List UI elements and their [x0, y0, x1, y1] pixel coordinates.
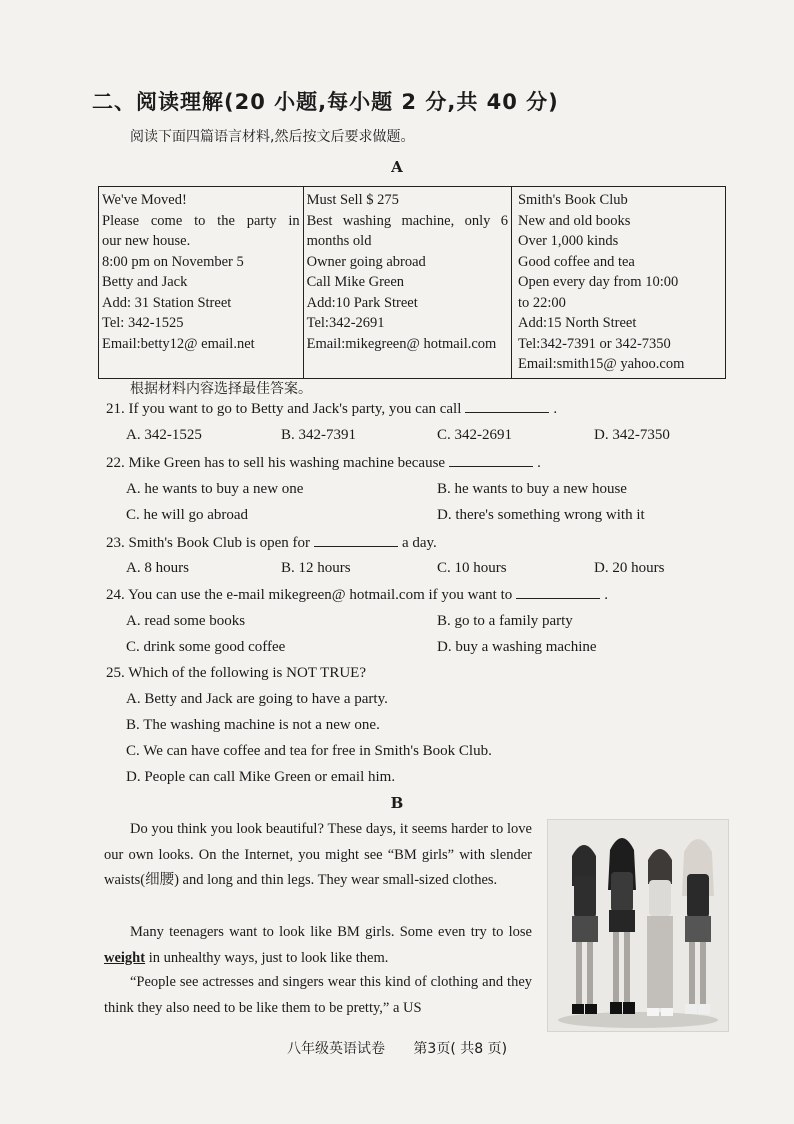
- option-21-c: C. 342-2691: [437, 427, 512, 443]
- ad-party-line: 8:00 pm on November 5: [102, 253, 244, 270]
- ad-club-line: Good coffee and tea: [517, 253, 635, 270]
- ad-club-line: Open every day from 10:00: [517, 274, 679, 290]
- ad-party-line: Betty and Jack: [102, 274, 188, 290]
- option-22-a: A. he wants to buy a new one: [126, 481, 304, 497]
- ad-club-line: Over 1,000 kinds: [517, 233, 619, 249]
- question-number: 25.: [106, 665, 125, 681]
- ad-machine-line: Add:10 Park Street: [306, 294, 418, 311]
- option-24-d: D. buy a washing machine: [437, 639, 597, 655]
- option-25-a: A. Betty and Jack are going to have a party.: [126, 691, 388, 707]
- ad-machine-line: Best washing machine, only 6: [306, 212, 508, 229]
- passage-b-paragraph-1: [104, 817, 532, 894]
- ad-machine-line: Email:mikegreen@ hotmail.com: [306, 335, 497, 352]
- question-text-end: .: [537, 455, 541, 471]
- question-number: 21.: [106, 401, 125, 417]
- question-number: 24.: [106, 587, 125, 603]
- paragraph-text: “People see actresses and singers wear this kind of clothing and they think they also need to be like them to be pretty,” a US: [104, 974, 532, 1016]
- passage-a-letter: A: [391, 158, 403, 176]
- passage-b-letter: B: [390, 794, 404, 812]
- question-number: 22.: [106, 455, 125, 471]
- ad-machine-line: Tel:342-2691: [306, 315, 385, 331]
- option-24-b: B. go to a family party: [437, 613, 573, 629]
- option-21-a: A. 342-1525: [126, 427, 202, 443]
- question-text: If you want to go to Betty and Jack's party, you can call: [128, 401, 462, 417]
- ad-machine-line: months old: [306, 233, 372, 249]
- ad-party-line: We've Moved!: [102, 192, 187, 208]
- ad-machine-line: Call Mike Green: [306, 274, 405, 290]
- question-text-end: .: [604, 587, 608, 603]
- question-text: You can use the e-mail mikegreen@ hotmail.com if you want to: [127, 587, 513, 603]
- underlined-word: weight: [104, 949, 146, 966]
- question-24: [106, 586, 608, 604]
- ad-party-line: our new house.: [102, 233, 191, 249]
- answer-blank: [314, 534, 398, 547]
- section-instruction: 阅读下面四篇语言材料,然后按文后要求做题。: [130, 129, 415, 145]
- ad-club-line: New and old books: [517, 212, 631, 229]
- option-22-d: D. there's something wrong with it: [437, 507, 645, 523]
- ad-book-club: [511, 187, 725, 379]
- question-text-end: .: [553, 401, 558, 417]
- ad-club-line: Add:15 North Street: [517, 315, 637, 331]
- ad-club-line: Smith's Book Club: [517, 192, 628, 208]
- girls-photo: [547, 819, 729, 1032]
- page-number: 第3页( 共8 页): [413, 1041, 508, 1057]
- section-title: 二、阅读理解(20 小题,每小题 2 分,共 40 分): [92, 90, 559, 114]
- question-text: Smith's Book Club is open for: [128, 535, 310, 551]
- ad-club-line: to 22:00: [517, 294, 566, 311]
- option-25-c: C. We can have coffee and tea for free in Smith's Book Club.: [126, 743, 492, 759]
- question-text-end: a day.: [401, 535, 437, 551]
- ad-machine-line: Must Sell $ 275: [306, 192, 399, 208]
- ad-machine-line: Owner going abroad: [306, 253, 426, 270]
- choose-instruction: 根据材料内容选择最佳答案。: [130, 381, 312, 397]
- option-21-d: D. 342-7350: [594, 427, 670, 443]
- option-23-d: D. 20 hours: [594, 560, 665, 576]
- question-21: [106, 400, 557, 418]
- option-21-b: B. 342-7391: [281, 427, 356, 443]
- passage-b-paragraph-3: [104, 970, 532, 1021]
- option-22-b: B. he wants to buy a new house: [437, 481, 627, 497]
- ad-party-line: Tel: 342-1525: [102, 315, 184, 331]
- answer-blank: [465, 400, 549, 413]
- ad-club-line: Email:smith15@ yahoo.com: [517, 356, 685, 372]
- question-text: Which of the following is NOT TRUE?: [128, 665, 366, 681]
- paragraph-text: in unhealthy ways, just to look like them.: [148, 949, 389, 966]
- option-23-c: C. 10 hours: [437, 560, 507, 576]
- option-24-a: A. read some books: [126, 613, 246, 629]
- question-23: [106, 534, 437, 552]
- advertisement-table: [98, 186, 726, 379]
- answer-blank: [449, 454, 533, 467]
- question-number: 23.: [106, 535, 125, 551]
- option-25-d: D. People can call Mike Green or email him.: [126, 769, 396, 785]
- option-25-b: B. The washing machine is not a new one.: [126, 717, 380, 733]
- paragraph-text: Do you think you look beautiful? These days, it seems harder to love our own looks. On the Internet, you might see “BM girls” with slender waists(细腰) and long and thin legs. They wear small-sized clothes.: [104, 821, 532, 889]
- ad-washing-machine: [303, 187, 511, 379]
- question-22: [106, 454, 541, 472]
- option-23-a: A. 8 hours: [126, 560, 189, 576]
- option-22-c: C. he will go abroad: [126, 507, 249, 523]
- ad-party-line: Add: 31 Station Street: [102, 294, 232, 311]
- passage-b-paragraph-2: [104, 920, 532, 971]
- question-text: Mike Green has to sell his washing machine because: [128, 455, 446, 471]
- paragraph-text: Many teenagers want to look like BM girls. Some even try to lose: [130, 924, 532, 940]
- ad-party: [99, 187, 304, 379]
- exam-name: 八年级英语试卷: [286, 1041, 385, 1057]
- ad-club-line: Tel:342-7391 or 342-7350: [517, 335, 671, 352]
- ad-party-line: Email:betty12@ email.net: [102, 335, 255, 352]
- answer-blank: [516, 586, 600, 599]
- page-footer: [0, 1038, 794, 1058]
- option-24-c: C. drink some good coffee: [126, 639, 286, 655]
- option-23-b: B. 12 hours: [281, 560, 351, 576]
- girls-photo-illustration: [548, 820, 728, 1031]
- question-25: [106, 665, 366, 682]
- ad-party-line: Please come to the party in: [102, 212, 300, 229]
